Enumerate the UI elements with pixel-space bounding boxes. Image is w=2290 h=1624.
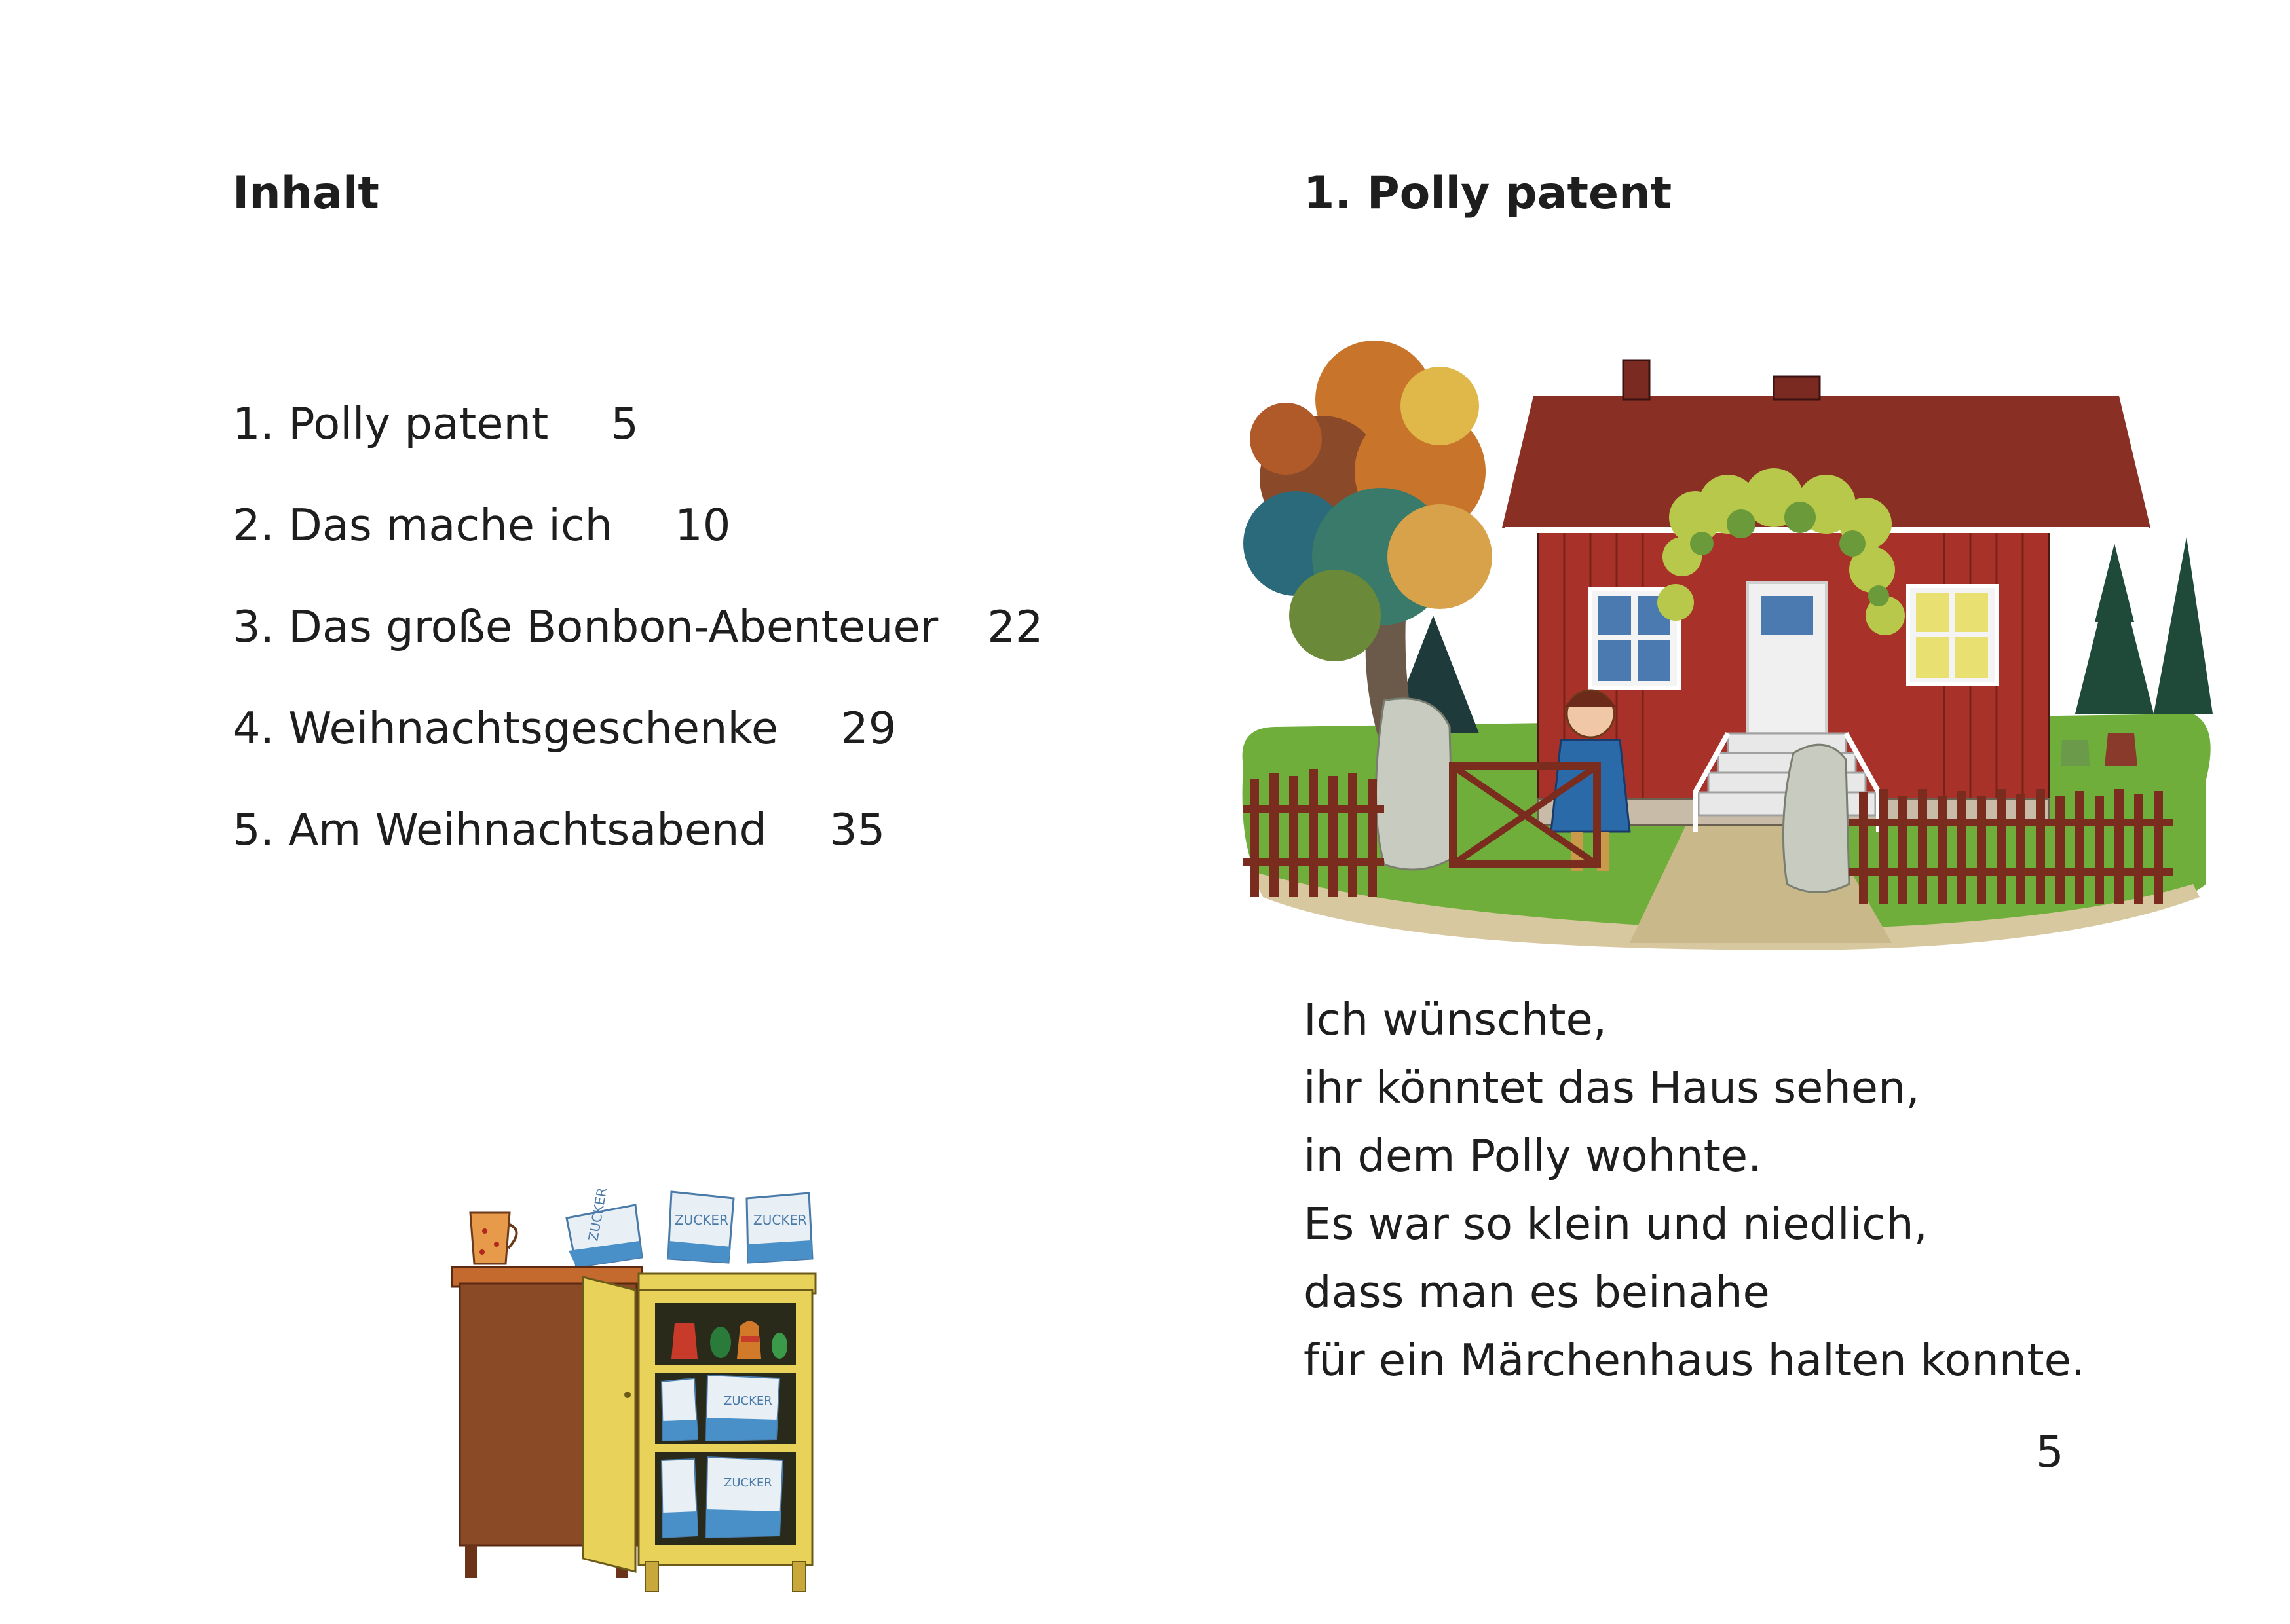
right-page (1145, 0, 2290, 1624)
story-line: ihr könntet das Haus sehen, (1304, 1062, 1920, 1113)
toc-entry[interactable] (233, 576, 1043, 678)
toc-label: 1. Polly patent (233, 398, 549, 449)
red-house-illustration (1224, 308, 2219, 950)
story-text (1304, 986, 2085, 1394)
toc-entry[interactable] (233, 678, 1043, 779)
sugar-bag-label: ZUCKER (675, 1212, 728, 1228)
toc-label: 5. Am Weihnachtsabend (233, 804, 768, 855)
toc-page: 22 (987, 601, 1043, 652)
story-line: Es war so klein und niedlich, (1304, 1198, 1928, 1249)
toc-entry[interactable] (233, 373, 1043, 475)
sugar-bag-label: ZUCKER (724, 1476, 772, 1490)
toc-page: 10 (675, 500, 731, 551)
story-line: dass man es beinahe (1304, 1266, 1770, 1318)
contents-heading: Inhalt (233, 168, 379, 219)
toc-label: 3. Das große Bonbon-Abenteuer (233, 601, 939, 652)
toc-label: 4. Weihnachtsgeschenke (233, 703, 779, 754)
table-of-contents (233, 373, 1043, 881)
toc-entry[interactable] (233, 779, 1043, 881)
sugar-bag-label: ZUCKER (724, 1394, 772, 1408)
toc-page: 29 (840, 703, 897, 754)
toc-entry[interactable] (233, 475, 1043, 576)
sugar-bag-label: ZUCKER (585, 1186, 610, 1242)
toc-page: 35 (829, 804, 886, 855)
toc-label: 2. Das mache ich (233, 500, 613, 551)
toc-page: 5 (610, 398, 639, 449)
story-line: in dem Polly wohnte. (1304, 1130, 1762, 1181)
story-line: Ich wünschte, (1304, 994, 1607, 1045)
page-number: 5 (2036, 1426, 2064, 1477)
cupboard-illustration (445, 1179, 838, 1598)
story-line: für ein Märchenhaus halten konnte. (1304, 1335, 2086, 1386)
sugar-bag-label: ZUCKER (753, 1212, 807, 1228)
chapter-heading: 1. Polly patent (1304, 168, 1672, 219)
